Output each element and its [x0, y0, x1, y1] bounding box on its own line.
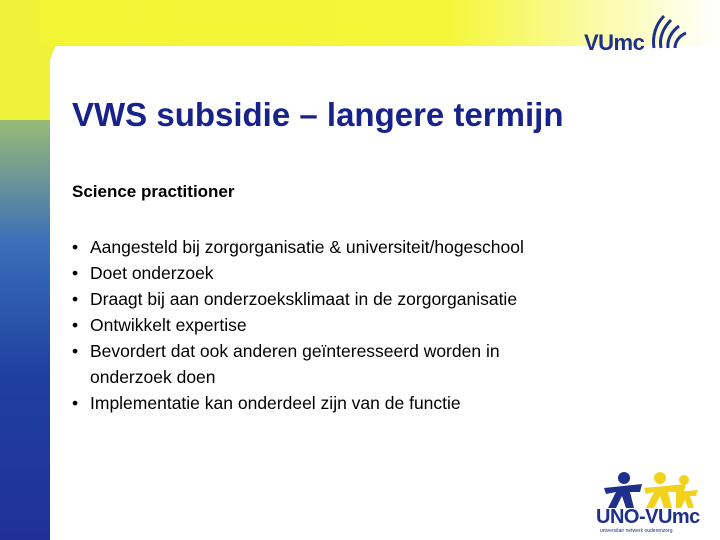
- vumc-logo-text: VUmc: [584, 30, 645, 55]
- people-figures-icon: [594, 470, 704, 510]
- uno-vumc-logo-text: UNO-VUmc: [596, 506, 700, 528]
- bullet-item: [72, 286, 632, 312]
- slide-title: VWS subsidie – langere termijn: [72, 96, 564, 133]
- bullet-list: [72, 234, 632, 416]
- bullet-text: Draagt bij aan onderzoeksklimaat in de zorgorganisatie: [90, 289, 518, 309]
- bullet-text: Ontwikkelt expertise: [90, 315, 247, 335]
- bullet-text: Doet onderzoek: [90, 263, 214, 283]
- bullet-item: [72, 234, 632, 260]
- bullet-item: [72, 338, 570, 390]
- bullet-glyph: •: [72, 393, 79, 413]
- bullet-text: Aangesteld bij zorgorganisatie & universiteit/hogeschool: [90, 237, 524, 257]
- bullet-glyph: •: [72, 237, 79, 257]
- bullet-text: Bevordert dat ook anderen geïnteresseerd worden in onderzoek doen: [90, 341, 500, 387]
- uno-vumc-logo: [594, 470, 704, 536]
- slide-subtitle: Science practitioner: [72, 182, 235, 201]
- bullet-item: [72, 390, 632, 416]
- bullet-glyph: •: [72, 315, 79, 335]
- bullet-glyph: •: [72, 341, 79, 361]
- bullet-glyph: •: [72, 289, 79, 309]
- vumc-logo: [584, 14, 694, 54]
- bullet-item: [72, 260, 632, 286]
- vumc-stripes-icon: [648, 14, 688, 52]
- bullet-glyph: •: [72, 263, 79, 283]
- uno-vumc-logo-subtext: universitair netwerk ouderenzorg: [600, 528, 673, 534]
- bullet-item: [72, 312, 632, 338]
- bullet-text: Implementatie kan onderdeel zijn van de functie: [90, 393, 461, 413]
